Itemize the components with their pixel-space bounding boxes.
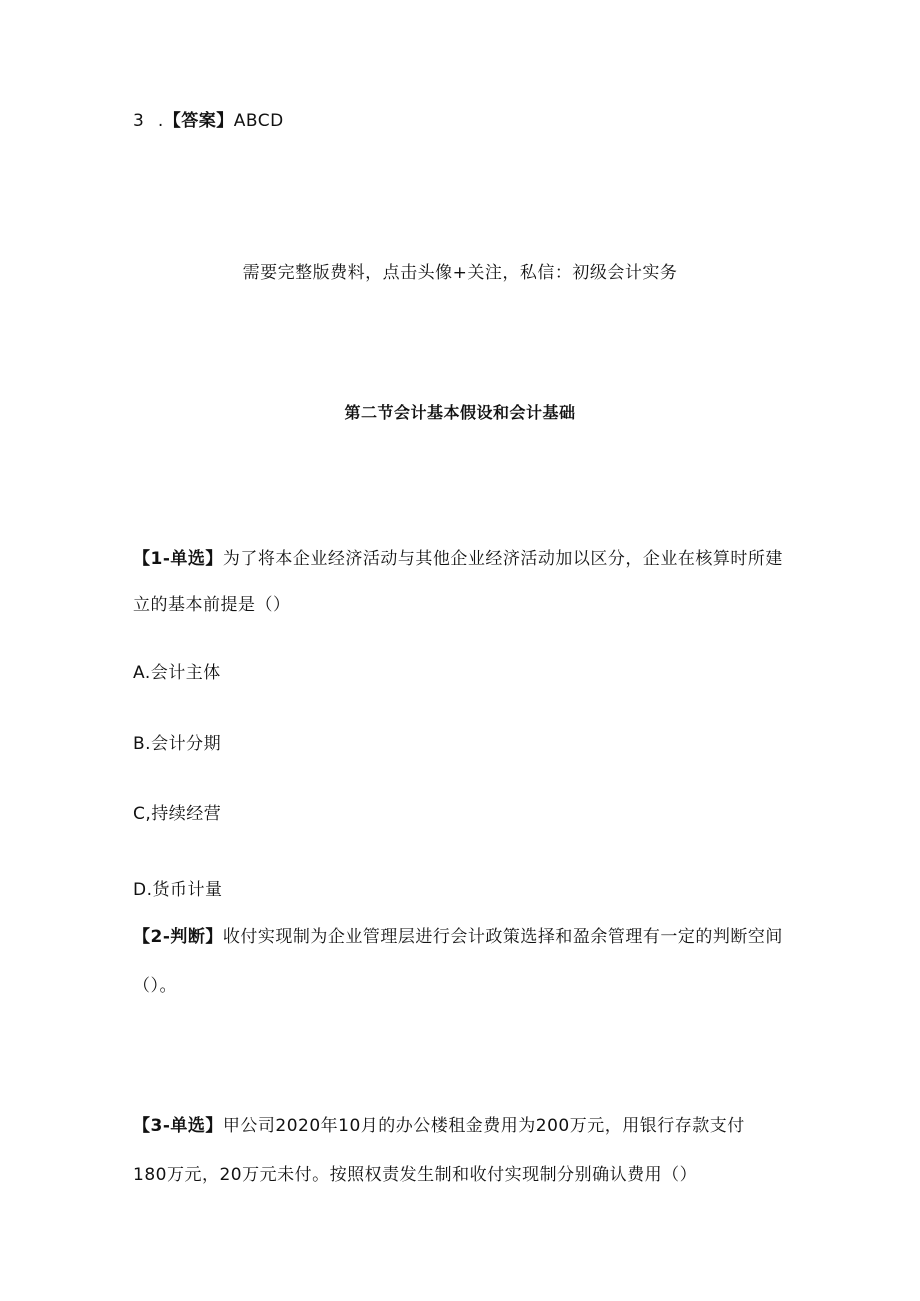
question-1-option-b: B.会计分期 xyxy=(133,734,222,754)
question-2-line-2: （）。 xyxy=(133,976,177,996)
answer-dot: . xyxy=(157,111,164,131)
question-1-option-d: D.货币计量 xyxy=(133,880,223,900)
question-1-option-c: C,持续经营 xyxy=(133,804,222,824)
question-1-tag: 【1-单选】 xyxy=(133,549,223,569)
question-2-line-1 xyxy=(133,922,783,947)
section-title: 第二节会计基本假设和会计基础 xyxy=(344,403,576,422)
question-1-option-a: A.会计主体 xyxy=(133,663,221,683)
question-1-line-2: 立的基本前提是（） xyxy=(133,595,291,615)
question-1-text-1: 为了将本企业经济活动与其他企业经济活动加以区分，企业在核算时所建 xyxy=(222,549,783,569)
question-3-line-1 xyxy=(133,1111,745,1136)
answer-label: 【答案】 xyxy=(163,111,234,131)
answer-value: ABCD xyxy=(233,111,284,131)
question-3-tag: 【3-单选】 xyxy=(133,1116,223,1136)
question-3-text-1: 甲公司2020年10月的办公楼租金费用为200万元，用银行存款支付 xyxy=(222,1116,745,1136)
question-2-text-1: 收付实现制为企业管理层进行会计政策选择和盈余管理有一定的判断空间 xyxy=(222,927,783,947)
answer-number: 3 xyxy=(133,111,144,131)
question-1-line-1 xyxy=(133,544,783,569)
question-3-line-2: 180万元，20万元未付。按照权责发生制和收付实现制分别确认费用（） xyxy=(133,1165,698,1185)
promo-text: 需要完整版费料，点击头像+关注，私信：初级会计实务 xyxy=(242,263,678,283)
question-2-tag: 【2-判断】 xyxy=(133,927,223,947)
answer-line xyxy=(133,106,284,131)
